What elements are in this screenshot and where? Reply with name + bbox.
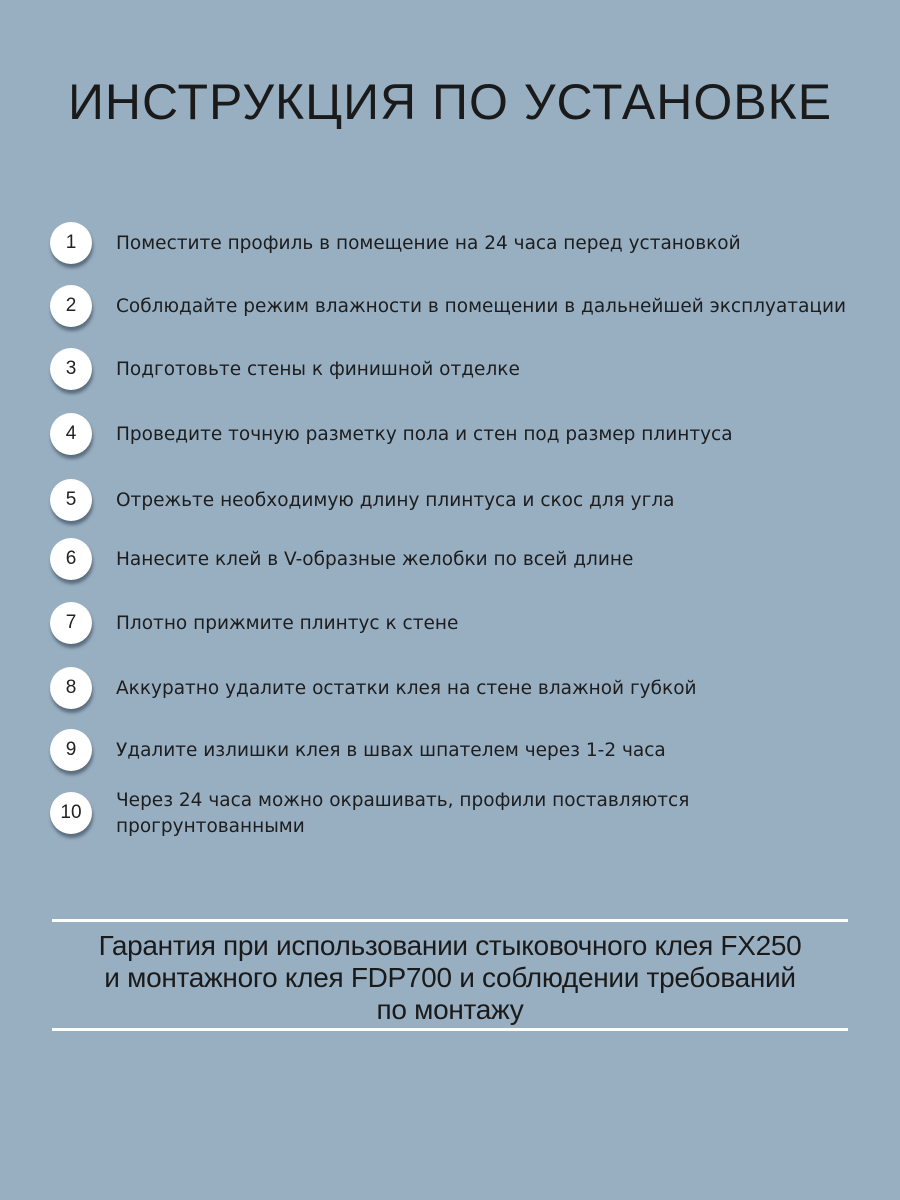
step-item	[50, 538, 850, 588]
step-number-badge: 3	[50, 348, 92, 390]
step-text: Плотно прижмите плинтус к стене	[116, 613, 459, 634]
step-number-badge: 2	[50, 285, 92, 327]
step-text: Подготовьте стены к финишной отделке	[116, 359, 520, 380]
step-number-badge: 4	[50, 413, 92, 455]
guarantee-line: и монтажного клея FDP700 и соблюдении требований	[104, 962, 796, 993]
step-text: Проведите точную разметку пола и стен под размер плинтуса	[116, 424, 733, 445]
step-text: Через 24 часа можно окрашивать, профили поставляются прогрунтованными	[116, 790, 690, 837]
step-number-badge: 9	[50, 729, 92, 771]
step-number-badge: 6	[50, 538, 92, 580]
step-text: Соблюдайте режим влажности в помещении в дальнейшей эксплуатации	[116, 296, 847, 317]
step-number-badge: 5	[50, 479, 92, 521]
step-item	[50, 348, 850, 398]
bottom-divider	[52, 1028, 848, 1031]
step-number-badge: 10	[50, 792, 92, 834]
step-text: Удалите излишки клея в швах шпателем через 1-2 часа	[116, 740, 666, 761]
step-item	[50, 222, 850, 272]
step-text: Поместите профиль в помещение на 24 часа перед установкой	[116, 233, 741, 254]
top-divider	[52, 919, 848, 922]
step-item	[50, 413, 850, 463]
guarantee-line: по монтажу	[376, 994, 524, 1025]
step-item	[50, 792, 850, 842]
step-item	[50, 602, 850, 652]
step-item	[50, 729, 850, 779]
step-number-badge: 8	[50, 667, 92, 709]
step-text: Аккуратно удалите остатки клея на стене влажной губкой	[116, 678, 697, 699]
guarantee-line: Гарантия при использовании стыковочного клея FX250	[98, 930, 802, 961]
step-item	[50, 479, 850, 529]
page-title: ИНСТРУКЦИЯ ПО УСТАНОВКЕ	[67, 74, 833, 130]
step-item	[50, 285, 850, 335]
step-number-badge: 7	[50, 602, 92, 644]
step-text: Отрежьте необходимую длину плинтуса и скос для угла	[116, 490, 675, 511]
step-number-badge: 1	[50, 222, 92, 264]
guarantee-note	[50, 930, 850, 1026]
step-text: Нанесите клей в V-образные желобки по всей длине	[116, 549, 634, 570]
step-item	[50, 667, 850, 717]
